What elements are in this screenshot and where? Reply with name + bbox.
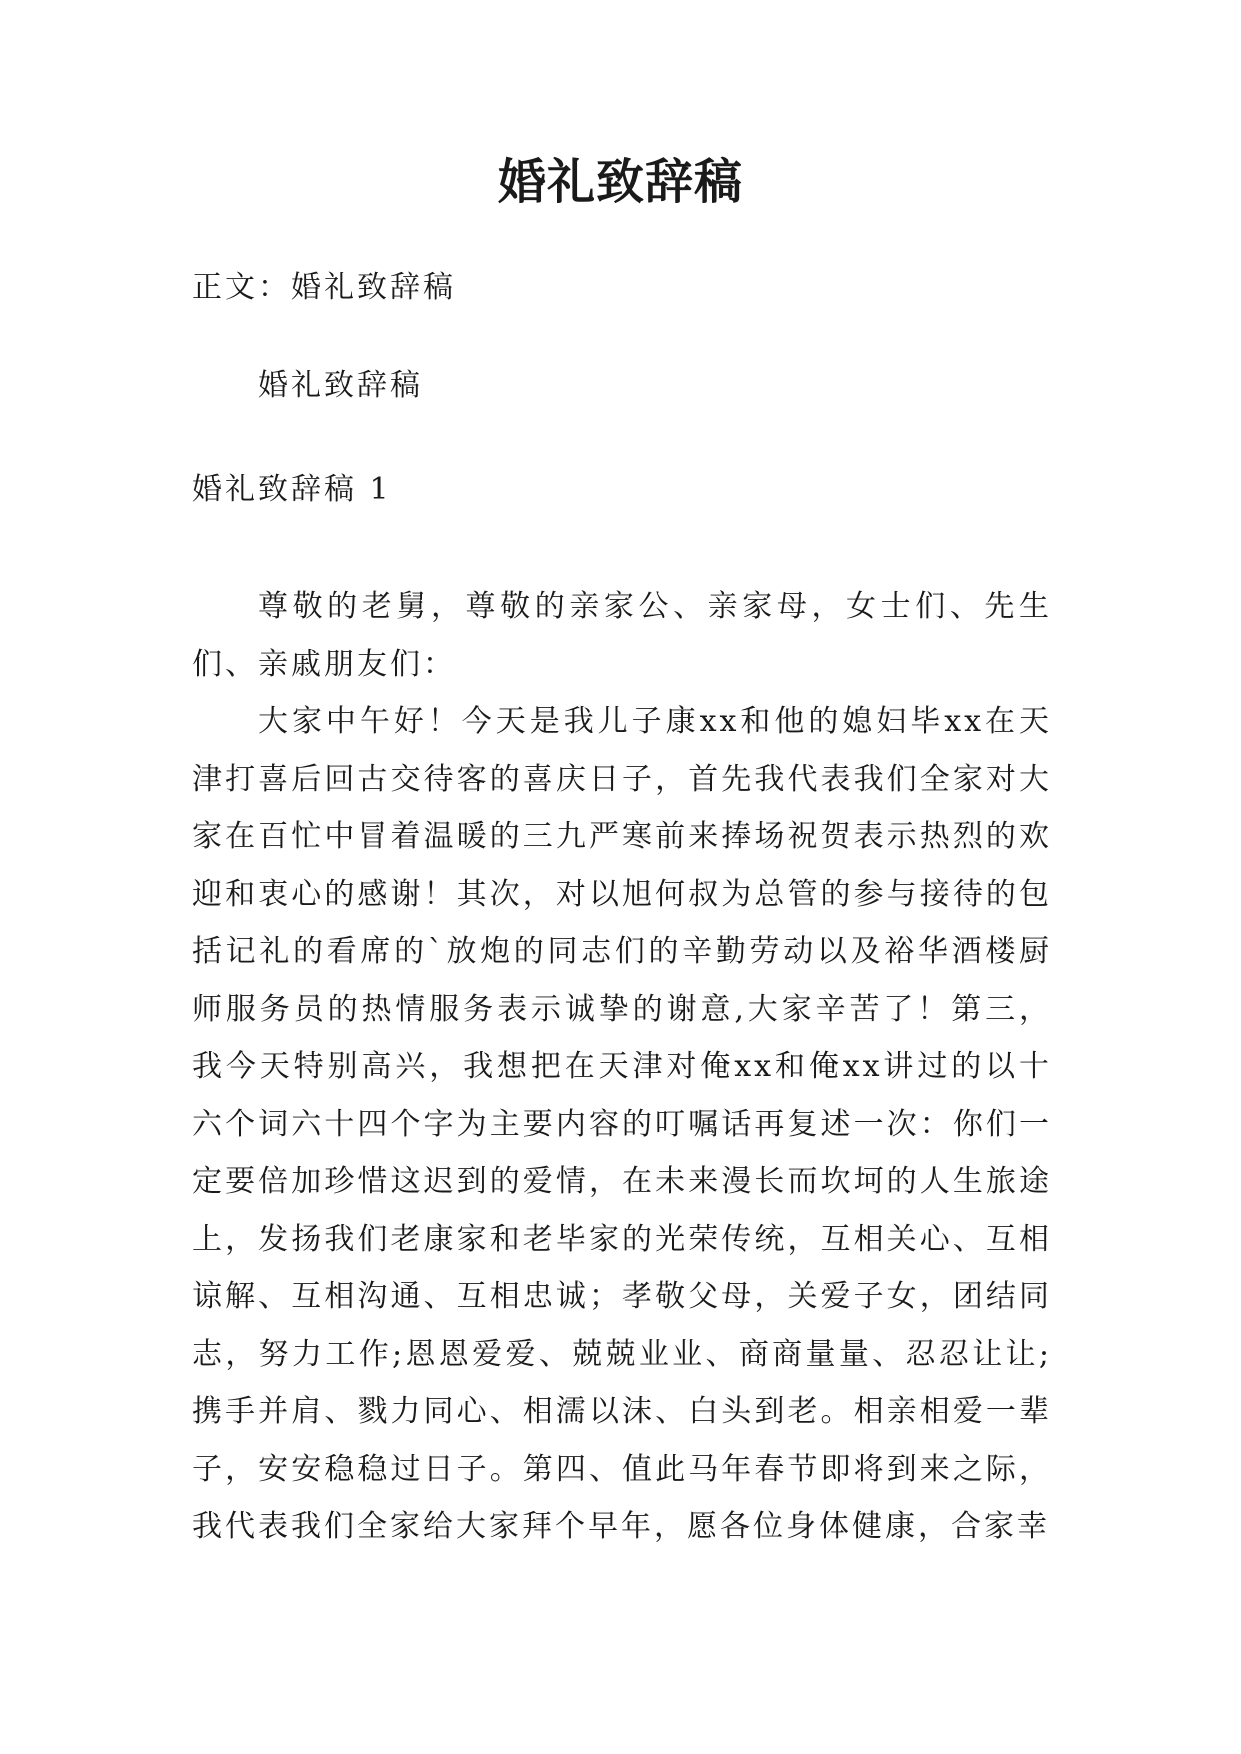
- paragraph-main: 大家中午好！今天是我儿子康xx和他的媳妇毕xx在天津打喜后回古交待客的喜庆日子，首先我代表我们全家对大家在百忙中冒着温暖的三九严寒前来捧场祝贺表示热烈的欢迎和衷心的感谢！其次，对以旭何叔为总管的参与接待的包括记礼的看席的`放炮的同志们的辛勤劳动以及裕华酒楼厨师服务员的热情服务表示诚挚的谢意,大家辛苦了！第三，我今天特别高兴，我想把在天津对俺xx和俺xx讲过的以十六个词六十四个字为主要内容的叮嘱话再复述一次：你们一定要倍加珍惜这迟到的爱情，在未来漫长而坎坷的人生旅途上，发扬我们老康家和老毕家的光荣传统，互相关心、互相谅解、互相沟通、互相忠诚；孝敬父母，关爱子女，团结同志，努力工作;恩恩爱爱、兢兢业业、商商量量、忍忍让让;携手并肩、戮力同心、相濡以沫、白头到老。相亲相爱一辈子，安安稳稳过日子。第四、值此马年春节即将到来之际，我代表我们全家给大家拜个早年，愿各位身体健康，合家幸: [192, 704, 1052, 1544]
- body-label: 正文：婚礼致辞稿: [192, 270, 456, 305]
- section-heading: 婚礼致辞稿 1: [192, 472, 392, 507]
- document-title: 婚礼致辞稿: [497, 154, 743, 210]
- document-subtitle: 婚礼致辞稿: [258, 368, 423, 403]
- paragraph-salutation: 尊敬的老舅，尊敬的亲家公、亲家母，女士们、先生们、亲戚朋友们：: [192, 589, 1052, 682]
- document-body: [192, 578, 1052, 1556]
